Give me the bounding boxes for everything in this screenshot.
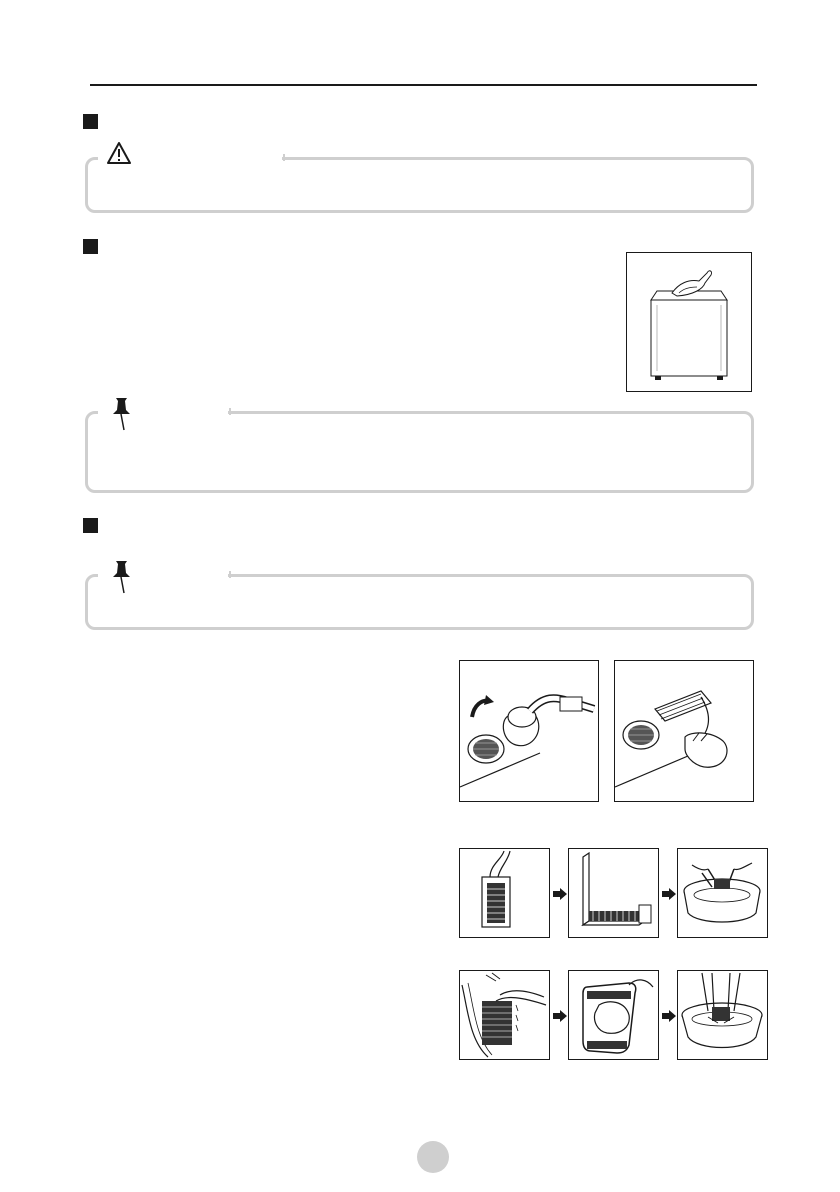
warning-triangle-icon	[106, 141, 132, 165]
warning-box	[85, 157, 754, 213]
lint-filter-step-1	[459, 848, 550, 938]
section-marker-1	[83, 114, 98, 129]
lint-filter-step-2	[568, 848, 659, 938]
pushpin-icon	[107, 558, 135, 594]
lint-filter-alt-step-3	[677, 970, 768, 1060]
washer-wipe-illustration	[626, 252, 752, 392]
arrow-right-icon	[553, 1010, 567, 1022]
section-marker-2	[83, 239, 98, 254]
warning-tab-edge	[283, 154, 285, 161]
inlet-hose-remove-illustration	[459, 660, 599, 802]
note-tab-edge-1	[229, 408, 231, 415]
arrow-right-icon	[553, 888, 567, 900]
lint-filter-alt-step-2	[568, 970, 659, 1060]
page-number-marker	[417, 1141, 449, 1173]
inlet-filter-brush-illustration	[614, 660, 754, 802]
lint-filter-step-3	[677, 848, 768, 938]
note-box-2	[85, 574, 754, 630]
arrow-right-icon	[662, 1010, 676, 1022]
section-marker-3	[83, 518, 98, 533]
lint-filter-alt-step-1	[459, 970, 550, 1060]
arrow-right-icon	[662, 888, 676, 900]
note-tab-edge-2	[229, 571, 231, 578]
pushpin-icon	[107, 395, 135, 431]
note-box-1	[85, 411, 754, 493]
header-rule	[90, 84, 757, 86]
